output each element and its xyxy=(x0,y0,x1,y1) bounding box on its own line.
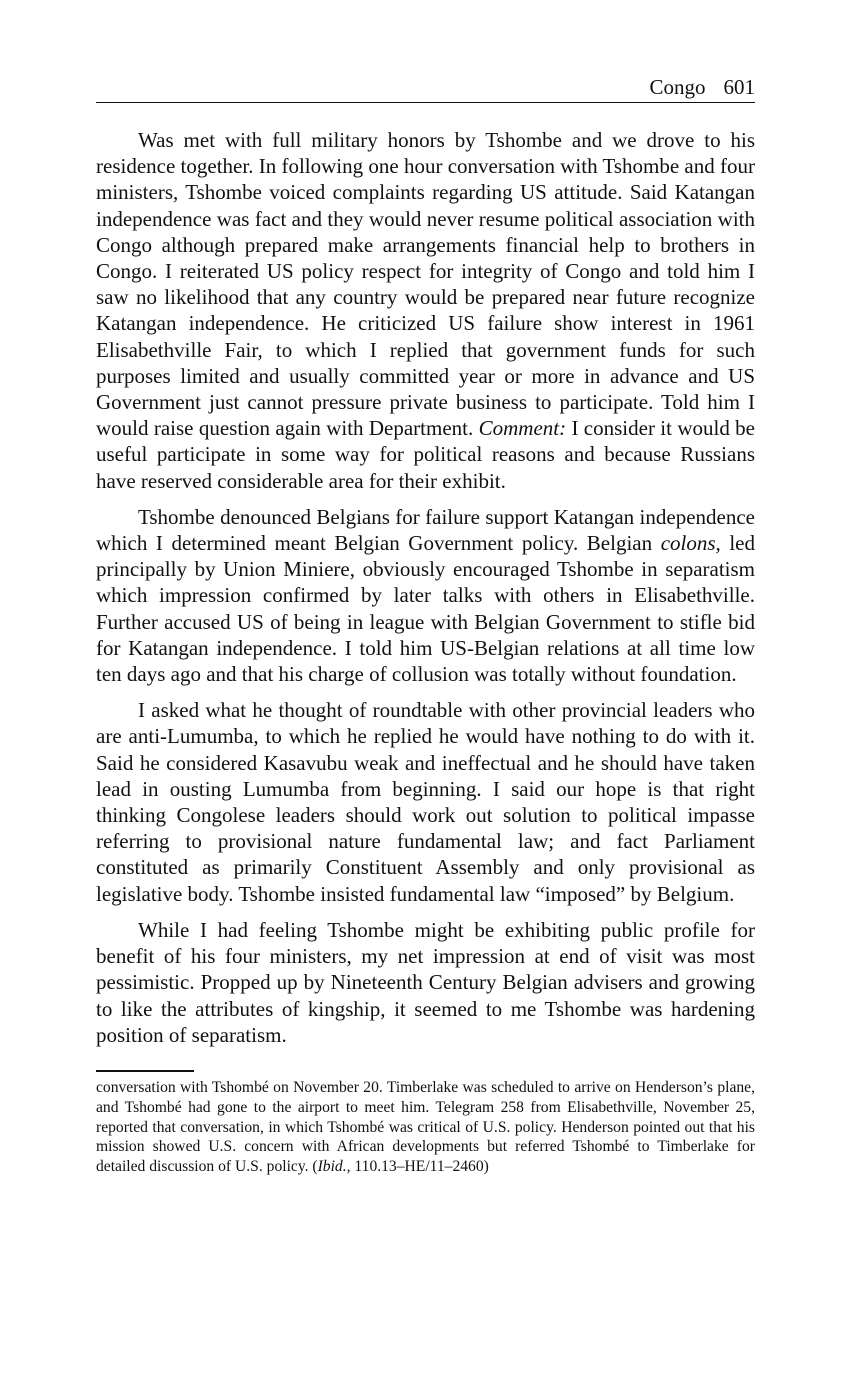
paragraph-4: While I had feeling Tshombe might be exhibiting public profile for benefit of his four ministers, my net impression at end of visit was most pessimistic. Propped up by Nineteenth Century Belgian advisers and growing to like the attributes of kingship, it seemed to me Tshombe was hardening position of separatism. xyxy=(96,917,755,1047)
footnote-citation: 110.13–HE/11–2460) xyxy=(350,1158,489,1176)
paragraph-1 xyxy=(96,127,755,494)
running-title: Congo xyxy=(649,75,706,99)
page-number: 601 xyxy=(723,75,755,99)
paragraph-3: I asked what he thought of roundtable with other provincial leaders who are anti-Lumumba, to which he replied he would have nothing to do with it. Said he considered Kasavubu weak and ineffectual and he should have taken lead in ousting Lumumba from beginning. I said our hope is that right thinking Congolese leaders should work out solution to political impasse referring to provisional nature fundamental law; and fact Parliament constituted as primarily Constituent Assembly and only provisional as legislative body. Tshombe insisted fundamental law “imposed” by Belgium. xyxy=(96,698,755,906)
paragraph-2-text-a: Tshombe denounced Belgians for failure support Katangan independence which I determined meant Belgian Government policy. Belgian xyxy=(96,504,755,556)
footnote-text: conversation with Tshombé on November 20. Timberlake was scheduled to arrive on Henderson’s plane, and Tshombé had gone to the airport to meet him. Telegram 258 from Elisabethville, November 25, reported that conversation, in which Tshombé was critical of U.S. policy. Henderson pointed out that his mission showed U.S. concern with African developments but referred Tshombé to Timberlake for detailed discussion of U.S. policy. ( xyxy=(96,1078,755,1176)
footnote-ibid: Ibid., xyxy=(317,1158,351,1176)
footnote-divider xyxy=(96,1070,194,1072)
document-page xyxy=(96,74,755,1177)
comment-label: Comment: xyxy=(478,416,567,441)
body-text xyxy=(96,127,755,1048)
running-header xyxy=(96,74,755,103)
paragraph-2-text-b: led principally by Union Miniere, obviously encouraged Tshombe in separatism which impression confirmed by later talks with others in Elisabethville. Further accused US of being in league with Belgian Government to stifle bid for Katangan independence. I told him US-Belgian relations at all time low ten days ago and that his charge of collusion was totally without foundation. xyxy=(96,531,755,687)
paragraph-1-text-b: I consider it would be useful participate in some way for political reasons and because Russians have reserved considerable area for their exhibit. xyxy=(96,416,755,493)
paragraph-2 xyxy=(96,504,755,687)
footnote xyxy=(96,1078,755,1177)
paragraph-1-text-a: Was met with full military honors by Tshombe and we drove to his residence together. In following one hour conversation with Tshombe and four ministers, Tshombe voiced complaints regarding US attitude. Said Katangan independence was fact and they would never resume political association with Congo although prepared make arrangements financial help to brothers in Congo. I reiterated US policy respect for integrity of Congo and told him I saw no likelihood that any country would be prepared near future recognize Katangan independence. He criticized US failure show interest in 1961 Elisabethville Fair, to which I replied that government funds for such purposes limited and usually committed year or more in advance and US Government just cannot pressure private business to participate. Told him I would raise question again with Department. xyxy=(96,128,755,441)
colons-italic: colons, xyxy=(660,531,721,556)
